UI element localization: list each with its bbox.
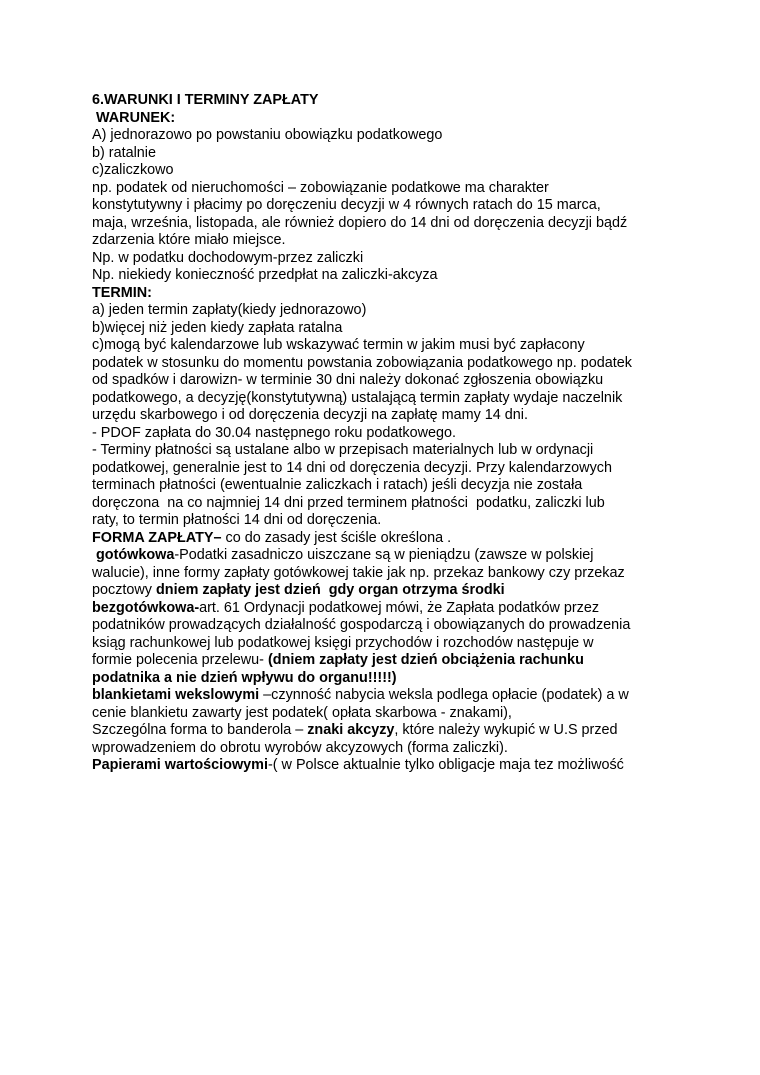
- bezgotowkowa-line: [92, 652, 702, 670]
- papiery-line: [92, 757, 702, 775]
- terminy-line: raty, to termin płatności 14 dni od doręczenia.: [92, 512, 382, 528]
- warunek-a: A) jednorazowo po powstaniu obowiązku podatkowego: [92, 127, 443, 143]
- banderola-start: Szczególna forma to banderola –: [92, 722, 308, 738]
- bezgotowkowa-line: ksiąg rachunkowej lub podatkowej księgi przychodów i rozchodów następuje w: [92, 634, 594, 651]
- blankiety-line: cenie blankietu zawarty jest podatek( opłata skarbowa - znakami),: [92, 704, 512, 721]
- section-heading: 6.WARUNKI I TERMINY ZAPŁATY: [92, 92, 319, 108]
- banderola-line: wprowadzeniem do obrotu wyrobów akcyzowych (forma zaliczki).: [92, 739, 508, 756]
- example-line: zdarzenia które miało miejsce.: [92, 232, 286, 248]
- example-line: np. podatek od nieruchomości – zobowiązanie podatkowe ma charakter: [92, 179, 549, 196]
- gotowkowa-text: -Podatki zasadniczo uiszczane są w pieniądzu (zawsze w polskiej: [174, 547, 594, 563]
- termin-a: a) jeden termin zapłaty(kiedy jednorazowo): [92, 302, 367, 318]
- np-income-line: Np. w podatku dochodowym-przez zaliczki: [92, 249, 364, 266]
- terminy-line: podatkowej, generalnie jest to 14 dni od doręczenia decyzji. Przy kalendarzowych: [92, 459, 612, 476]
- gotowkowa-line3-bold: dniem zapłaty jest dzień gdy organ otrzyma środki: [156, 582, 505, 598]
- terminy-line: doręczona na co najmniej 14 dni przed terminem płatności podatku, zaliczki lub: [92, 494, 605, 511]
- example-line: konstytutywny i płacimy po doręczeniu decyzji w 4 równych ratach do 15 marca,: [92, 197, 601, 213]
- warunek-heading: WARUNEK:: [92, 109, 176, 126]
- document-page: [92, 92, 702, 775]
- bezgotowkowa-label: bezgotówkowa-: [92, 599, 200, 616]
- banderola-line: [92, 722, 702, 740]
- termin-heading: TERMIN:: [92, 284, 152, 301]
- gotowkowa-label: gotówkowa: [92, 547, 175, 563]
- example-line: maja, września, listopada, ale również dopiero do 14 dni od doręczenia decyzji bądź: [92, 214, 628, 231]
- termin-b: b)więcej niż jeden kiedy zapłata ratalna: [92, 319, 343, 336]
- banderola-bold: znaki akcyzy: [307, 722, 395, 738]
- bezgotowkowa-line: [92, 600, 702, 618]
- terminy-line: - Terminy płatności są ustalane albo w przepisach materialnych lub w ordynacji: [92, 442, 594, 458]
- gotowkowa-line: [92, 582, 702, 600]
- gotowkowa-line3-start: pocztowy: [92, 582, 156, 598]
- blankiety-text: –czynność nabycia weksla podlega opłacie (podatek) a w: [259, 687, 629, 703]
- banderola-end: , które należy wykupić w U.S przed: [394, 722, 618, 738]
- blankiety-label: blankietami wekslowymi: [92, 687, 260, 703]
- forma-heading: FORMA ZAPŁATY–: [92, 529, 222, 546]
- bezgotowkowa-line: podatnika a nie dzień wpływu do organu!!!!!): [92, 669, 397, 686]
- bezgotowkowa-line4-bold: (dniem zapłaty jest dzień obciążenia rachunku: [267, 652, 584, 668]
- termin-c-line: od spadków i darowizn- w terminie 30 dni należy dokonać zgłoszenia obowiązku: [92, 372, 604, 388]
- forma-heading-rest: co do zasady jest ściśle określona .: [221, 529, 452, 546]
- pdof-line: - PDOF zapłata do 30.04 następnego roku podatkowego.: [92, 424, 457, 441]
- gotowkowa-line: [92, 547, 702, 565]
- termin-c-line: podatkowego, a decyzję(konstytutywną) ustalającą termin zapłaty wydaje naczelnik: [92, 389, 623, 406]
- bezgotowkowa-line4-start: formie polecenia przelewu-: [92, 652, 268, 668]
- np-excise-line: Np. niekiedy konieczność przedpłat na zaliczki-akcyza: [92, 267, 438, 283]
- warunek-c: c)zaliczkowo: [92, 162, 174, 178]
- bezgotowkowa-line: podatników prowadzących działalność gospodarczą i obowiązanych do prowadzenia: [92, 617, 631, 633]
- papiery-text: -( w Polsce aktualnie tylko obligacje maja tez możliwość: [267, 757, 624, 773]
- terminy-line: terminach płatności (ewentualnie zaliczkach i ratach) jeśli decyzja nie została: [92, 477, 583, 493]
- bezgotowkowa-text: art. 61 Ordynacji podatkowej mówi, że Zapłata podatków przez: [199, 599, 600, 616]
- forma-line: [92, 530, 702, 548]
- termin-c-line: podatek w stosunku do momentu powstania zobowiązania podatkowego np. podatek: [92, 354, 633, 371]
- warunek-b: b) ratalnie: [92, 144, 156, 161]
- blankiety-line: [92, 687, 702, 705]
- gotowkowa-line: walucie), inne formy zapłaty gotówkowej takie jak np. przekaz bankowy czy przekaz: [92, 564, 625, 581]
- termin-c-line: c)mogą być kalendarzowe lub wskazywać termin w jakim musi być zapłacony: [92, 337, 585, 353]
- papiery-label: Papierami wartościowymi: [92, 757, 268, 773]
- termin-c-line: urzędu skarbowego i od doręczenia decyzji na zapłatę mamy 14 dni.: [92, 407, 528, 423]
